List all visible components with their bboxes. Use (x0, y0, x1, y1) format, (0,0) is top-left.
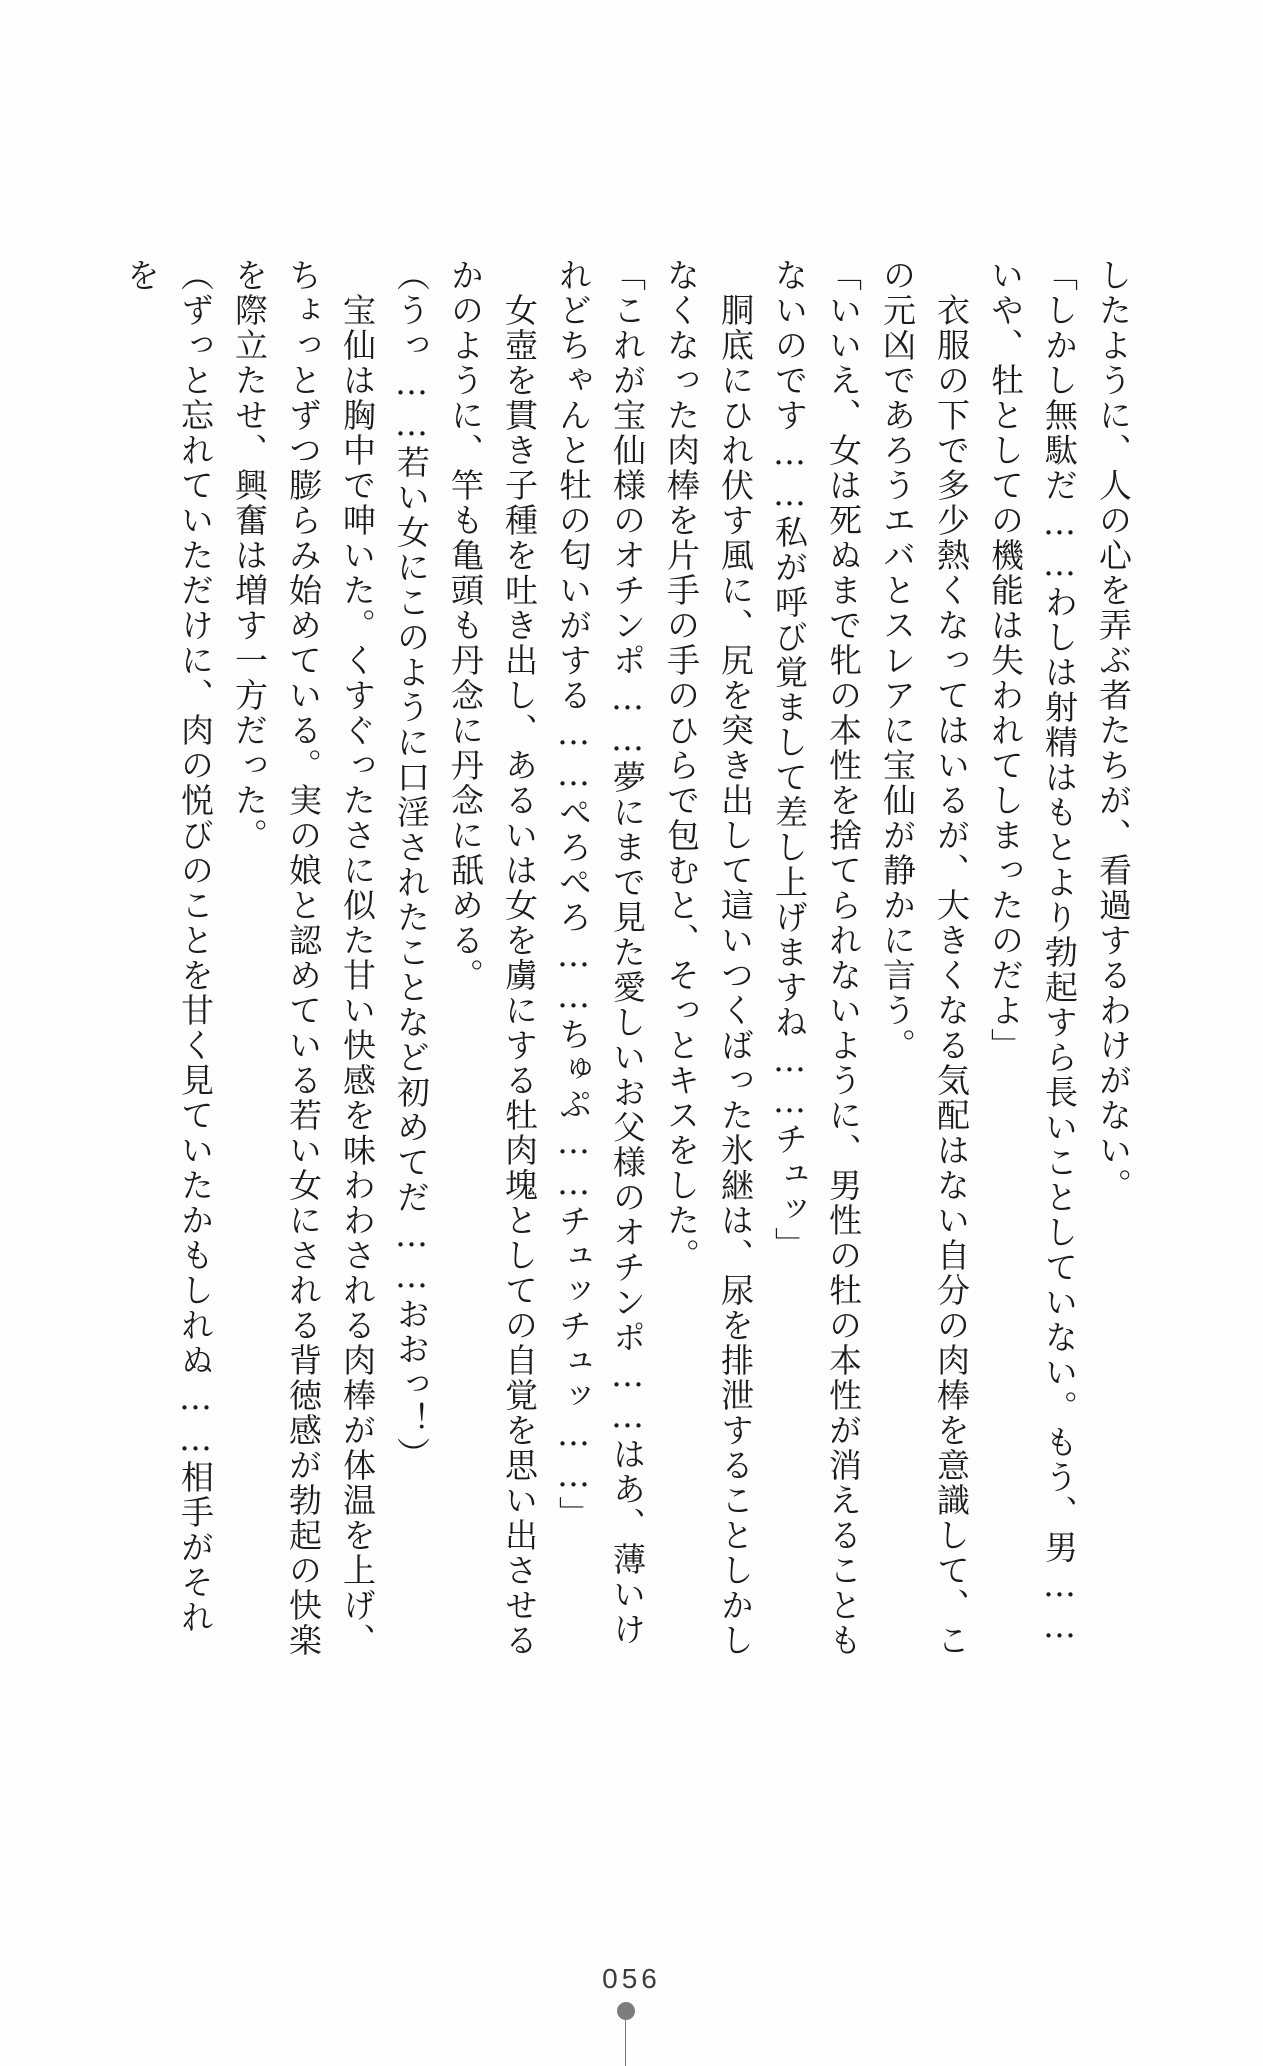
paragraph: 宝仙は胸中で呻いた。くすぐったさに似た甘い快感を味わわされる肉棒が体温を上げ、ちょっとずつ膨らみ始めている。実の娘と認めている若い女にされる背徳感が勃起の快楽を際立たせ、興奮は増す一方だった。 (230, 258, 377, 1658)
paragraph: 「しかし無駄だ……わしは射精はもとより勃起すら長いことしていない。もう、男……いや、牡としての機能は失われてしまったのだよ」 (986, 258, 1079, 1647)
paragraph: 胴底にひれ伏す風に、尻を突き出して這いつくばった氷継は、尿を排泄することしかしなくなった肉棒を片手の手のひらで包むと、そっとキスをした。 (662, 258, 755, 1658)
paragraph: 女壺を貫き子種を吐き出し、あるいは女を虜にする牡肉塊としての自覚を思い出させるかのように、竿も亀頭も丹念に丹念に舐める。 (446, 258, 539, 1658)
page-number: 056 (602, 1963, 661, 1994)
paragraph: （ずっと忘れていただけに、肉の悦びのことを甘く見ていたかもしれぬ……相手がそれを (122, 258, 215, 1635)
footer-dot-icon (617, 2002, 635, 2020)
paragraph: （うっ……若い女にこのように口淫されたことなど初めてだ……おおっ！） (392, 258, 431, 1472)
paragraph: したように、人の心を弄ぶ者たちが、看過するわけがない。 (1094, 258, 1133, 1203)
paragraph: 「いいえ、女は死ぬまで牝の本性を捨てられないように、男性の牡の本性が消えることもないのです……私が呼び覚まして差し上げますね……チュッ」 (770, 258, 863, 1658)
footer-line (625, 2012, 626, 2066)
paragraph: 「これが宝仙様のオチンポ……夢にまで見た愛しいお父様のオチンポ……はあ、薄いけれどちゃんと牡の匂いがする……ぺろぺろ……ちゅぷ……チュッチュッ……」 (554, 258, 647, 1647)
body-text (114, 258, 1140, 1663)
paragraph: 衣服の下で多少熱くなってはいるが、大きくなる気配はない自分の肉棒を意識して、この元凶であろうエバとスレアに宝仙が静かに言う。 (878, 258, 971, 1658)
